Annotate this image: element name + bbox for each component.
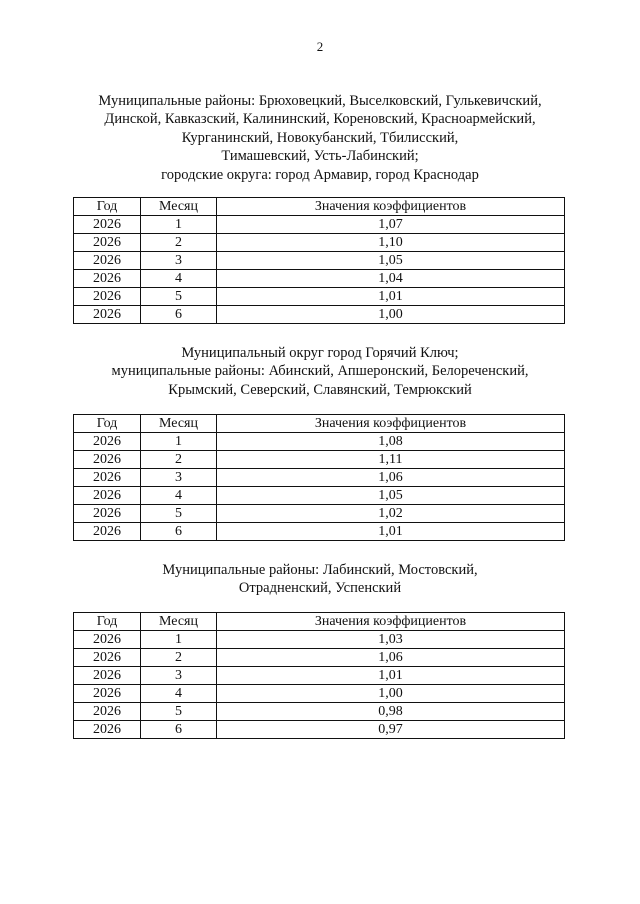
value-header: Значения коэффициентов [217, 415, 565, 433]
coefficients-table-1 [73, 197, 565, 324]
year-cell: 2026 [74, 216, 141, 234]
value-cell: 1,03 [217, 631, 565, 649]
month-cell: 4 [141, 487, 217, 505]
month-cell: 1 [141, 631, 217, 649]
month-cell: 2 [141, 649, 217, 667]
month-cell: 2 [141, 234, 217, 252]
value-cell: 1,01 [217, 523, 565, 541]
section-2-heading [40, 344, 600, 399]
year-cell: 2026 [74, 288, 141, 306]
value-cell: 1,01 [217, 667, 565, 685]
value-cell: 1,05 [217, 252, 565, 270]
year-cell: 2026 [74, 505, 141, 523]
heading-line: муниципальные районы: Абинский, Апшеронский, Белореченский, [111, 363, 529, 380]
value-cell: 1,08 [217, 433, 565, 451]
table-row [74, 685, 565, 703]
year-cell: 2026 [74, 685, 141, 703]
table-row [74, 505, 565, 523]
year-cell: 2026 [74, 469, 141, 487]
table-row [74, 288, 565, 306]
value-cell: 1,00 [217, 685, 565, 703]
year-cell: 2026 [74, 252, 141, 270]
year-cell: 2026 [74, 433, 141, 451]
year-cell: 2026 [74, 306, 141, 324]
table-row [74, 451, 565, 469]
year-cell: 2026 [74, 667, 141, 685]
year-cell: 2026 [74, 631, 141, 649]
month-cell: 6 [141, 523, 217, 541]
month-cell: 5 [141, 288, 217, 306]
value-cell: 0,97 [217, 721, 565, 739]
year-header: Год [74, 415, 141, 433]
month-cell: 5 [141, 703, 217, 721]
value-cell: 1,05 [217, 487, 565, 505]
heading-line: Муниципальные районы: Лабинский, Мостовский, [162, 562, 478, 578]
value-cell: 1,10 [217, 234, 565, 252]
month-header: Месяц [141, 415, 217, 433]
year-cell: 2026 [74, 721, 141, 739]
table-row [74, 487, 565, 505]
table-row [74, 523, 565, 541]
month-cell: 3 [141, 667, 217, 685]
value-cell: 1,04 [217, 270, 565, 288]
year-header: Год [74, 198, 141, 216]
month-cell: 4 [141, 685, 217, 703]
year-cell: 2026 [74, 487, 141, 505]
table-row [74, 433, 565, 451]
coefficients-table-3 [73, 612, 565, 739]
table-row [74, 234, 565, 252]
value-cell: 1,11 [217, 451, 565, 469]
year-cell: 2026 [74, 703, 141, 721]
heading-line: Динской, Кавказский, Калининский, Кореновский, Красноармейский, [104, 111, 536, 128]
table-row [74, 469, 565, 487]
table-header-row [74, 198, 565, 216]
page-number: 2 [316, 39, 324, 54]
value-cell: 1,06 [217, 469, 565, 487]
value-header: Значения коэффициентов [217, 198, 565, 216]
value-cell: 1,07 [217, 216, 565, 234]
heading-line: Курганинский, Новокубанский, Тбилисский, [181, 129, 459, 146]
month-header: Месяц [141, 198, 217, 216]
value-cell: 1,02 [217, 505, 565, 523]
table-row [74, 721, 565, 739]
month-cell: 1 [141, 216, 217, 234]
month-cell: 1 [141, 433, 217, 451]
value-cell: 1,06 [217, 649, 565, 667]
table-header-row [74, 613, 565, 631]
month-header: Месяц [141, 613, 217, 631]
month-cell: 5 [141, 505, 217, 523]
section-1-heading [40, 92, 600, 184]
value-cell: 1,00 [217, 306, 565, 324]
year-cell: 2026 [74, 451, 141, 469]
table-header-row [74, 415, 565, 433]
heading-line: Крымский, Северский, Славянский, Темрюкский [168, 381, 472, 398]
month-cell: 3 [141, 252, 217, 270]
heading-line: Муниципальные районы: Брюховецкий, Выселковский, Гулькевичский, [98, 93, 542, 109]
year-cell: 2026 [74, 234, 141, 252]
value-header: Значения коэффициентов [217, 613, 565, 631]
table-row [74, 252, 565, 270]
value-cell: 0,98 [217, 703, 565, 721]
coefficients-table-2 [73, 414, 565, 541]
month-cell: 6 [141, 721, 217, 739]
year-cell: 2026 [74, 523, 141, 541]
month-cell: 6 [141, 306, 217, 324]
heading-line: Тимашевский, Усть-Лабинский; [221, 148, 419, 165]
table-row [74, 270, 565, 288]
heading-line: Муниципальный округ город Горячий Ключ; [181, 345, 459, 361]
table-row [74, 631, 565, 649]
heading-line: Отрадненский, Успенский [238, 580, 402, 597]
table-row [74, 649, 565, 667]
table-row [74, 306, 565, 324]
year-cell: 2026 [74, 270, 141, 288]
year-header: Год [74, 613, 141, 631]
year-cell: 2026 [74, 649, 141, 667]
table-row [74, 703, 565, 721]
heading-line: городские округа: город Армавир, город Краснодар [161, 166, 479, 183]
section-3-heading [40, 561, 600, 598]
table-row [74, 216, 565, 234]
month-cell: 3 [141, 469, 217, 487]
table-row [74, 667, 565, 685]
month-cell: 2 [141, 451, 217, 469]
month-cell: 4 [141, 270, 217, 288]
value-cell: 1,01 [217, 288, 565, 306]
